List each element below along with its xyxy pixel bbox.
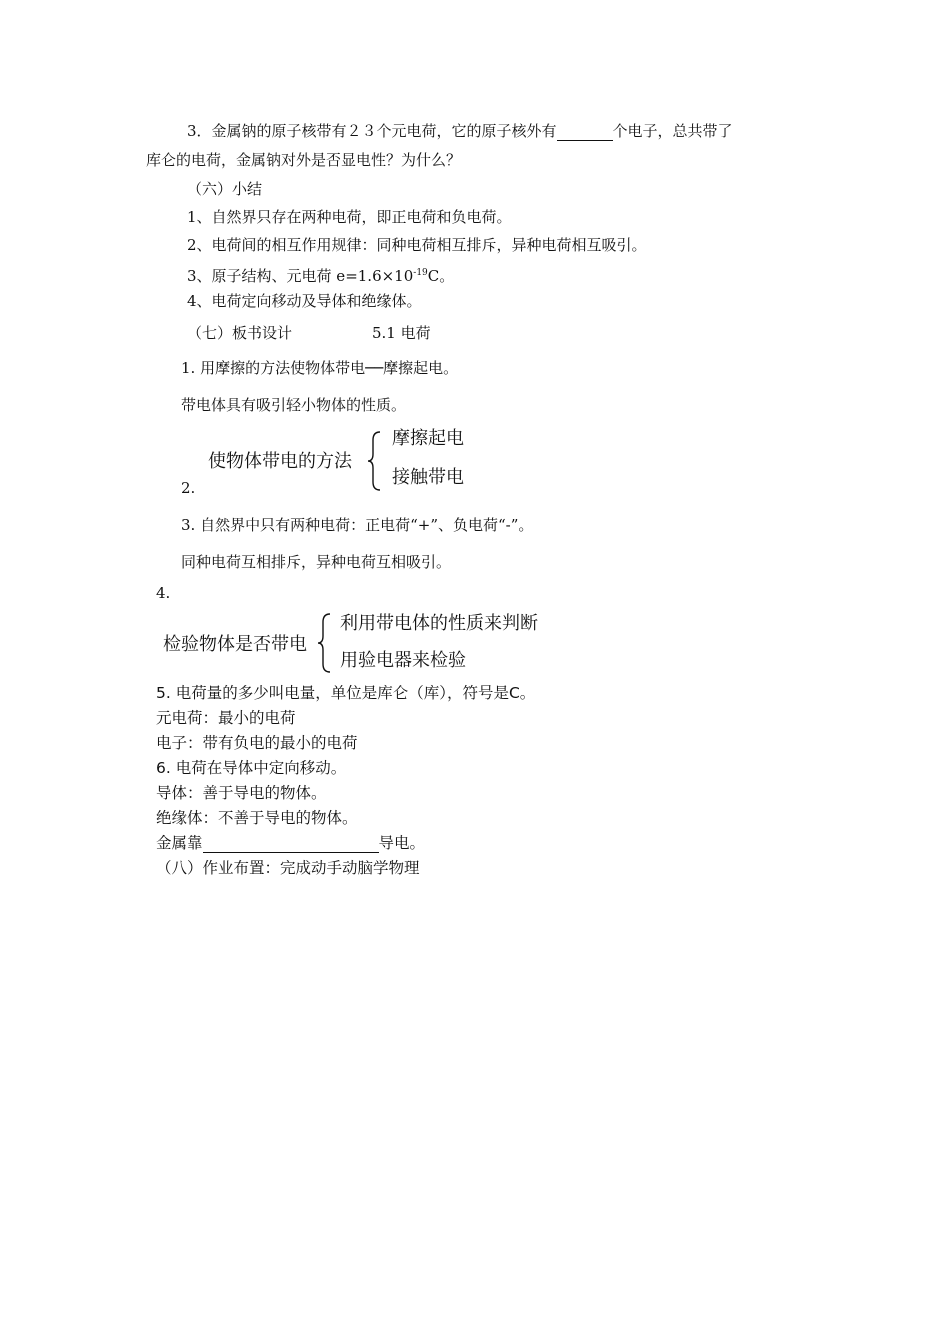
diagram1-brace xyxy=(366,430,386,492)
diagram2-number: 4. xyxy=(156,584,171,602)
diagram1-option-1: 摩擦起电 xyxy=(392,428,464,449)
summary-item-3-text: 3、原子结构、元电荷 e=1.6×10 xyxy=(187,267,414,285)
board-point-6: 6. 电荷在导体中定向移动。 xyxy=(156,759,347,777)
diagram2-option-2: 用验电器来检验 xyxy=(340,650,466,671)
board-point-6c: 绝缘体：不善于导电的物体。 xyxy=(156,809,358,827)
board-point-5c: 电子：带有负电的最小的电荷 xyxy=(156,734,358,752)
summary-item-3-exp: -19 xyxy=(413,268,428,278)
q3-line1 xyxy=(187,121,733,141)
board-heading: （七）板书设计 xyxy=(187,324,293,342)
board-point-6b: 导体：善于导电的物体。 xyxy=(156,784,327,802)
metal-blank[interactable] xyxy=(203,836,379,853)
q3-text-b: 个电子，总共带了 xyxy=(612,122,733,140)
summary-item-1: 1、自然界只存在两种电荷，即正电荷和负电荷。 xyxy=(187,208,512,226)
summary-item-3-unit: C。 xyxy=(427,267,455,285)
diagram1-number: 2. xyxy=(181,479,196,497)
diagram2-brace xyxy=(316,612,336,674)
diagram1-option-2: 接触带电 xyxy=(392,467,464,488)
diagram2-label: 检验物体是否带电 xyxy=(163,634,307,655)
board-point-6d xyxy=(156,833,425,853)
summary-item-2: 2、电荷间的相互作用规律：同种电荷相互排斥，异种电荷相互吸引。 xyxy=(187,236,647,254)
q3-text-a: 3．金属钠的原子核带有２３个元电荷，它的原子核外有 xyxy=(187,122,557,140)
board-point-3b: 同种电荷互相排斥，异种电荷互相吸引。 xyxy=(181,553,452,571)
homework: （八）作业布置：完成动手动脑学物理 xyxy=(156,859,420,877)
board-point-5: 5. 电荷量的多少叫电量，单位是库仑（库），符号是C。 xyxy=(156,684,536,702)
summary-item-3 xyxy=(187,263,454,286)
board-point-1: 1. 用摩擦的方法使物体带电──摩擦起电。 xyxy=(181,359,459,377)
summary-heading: （六）小结 xyxy=(187,180,263,198)
board-point-6d-a: 金属靠 xyxy=(156,834,203,852)
board-point-5b: 元电荷：最小的电荷 xyxy=(156,709,296,727)
q3-line2: 库仑的电荷，金属钠对外是否显电性？为什么？ xyxy=(146,151,462,169)
diagram1-label: 使物体带电的方法 xyxy=(208,451,352,472)
board-point-6d-b: 导电。 xyxy=(378,834,426,852)
diagram2-option-1: 利用带电体的性质来判断 xyxy=(340,613,538,634)
board-title: 5.1 电荷 xyxy=(372,324,431,342)
board-point-3: 3. 自然界中只有两种电荷：正电荷“+”、负电荷“-”。 xyxy=(181,516,534,534)
summary-item-4: 4、电荷定向移动及导体和绝缘体。 xyxy=(187,292,422,310)
q3-blank[interactable] xyxy=(557,124,613,141)
board-point-1b: 带电体具有吸引轻小物体的性质。 xyxy=(181,396,407,414)
